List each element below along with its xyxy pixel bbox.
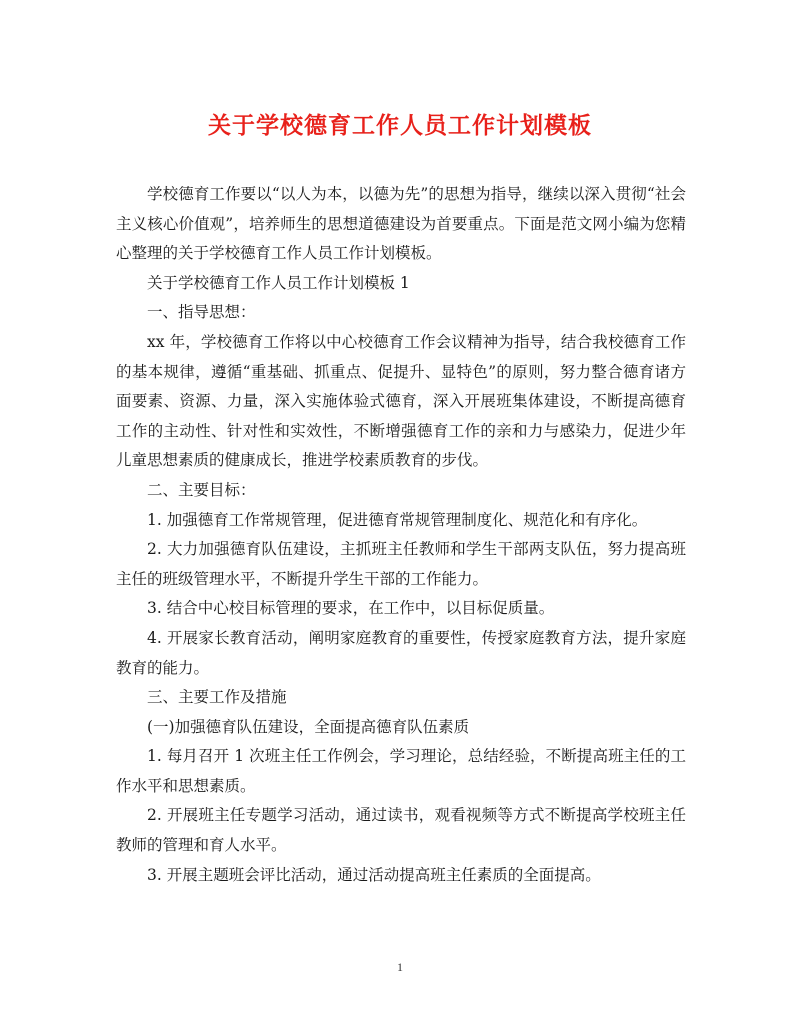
intro-paragraph: 学校德育工作要以“以人为本，以德为先”的思想为指导，继续以深入贯彻“社会主义核心价值观”，培养师生的思想道德建设为首要重点。下面是范文网小编为您精心整理的关于学校德育工作人员工作计划模板。 — [116, 185, 686, 263]
work-item-2: 2. 开展班主任专题学习活动，通过读书，观看视频等方式不断提高学校班主任教师的管理和育人水平。 — [116, 806, 686, 855]
page-number: 1 — [397, 960, 403, 974]
section-heading-main-goals: 二、主要目标： — [147, 480, 256, 499]
document-title: 关于学校德育工作人员工作计划模板 — [208, 112, 592, 139]
goal-item-3: 3. 结合中心校目标管理的要求，在工作中，以目标促质量。 — [147, 599, 555, 618]
subsection-heading-team-building: (一)加强德育队伍建设，全面提高德育队伍素质 — [147, 717, 470, 736]
goal-item-4: 4. 开展家长教育活动，阐明家庭教育的重要性，传授家庭教育方法，提升家庭教育的能力。 — [116, 628, 686, 677]
plan-heading: 关于学校德育工作人员工作计划模板 1 — [147, 273, 410, 292]
document-body — [116, 180, 686, 890]
goal-item-1: 1. 加强德育工作常规管理，促进德育常规管理制度化、规范化和有序化。 — [147, 510, 648, 529]
section-heading-main-work: 三、主要工作及措施 — [147, 688, 287, 707]
work-item-3: 3. 开展主题班会评比活动，通过活动提高班主任素质的全面提高。 — [147, 865, 601, 884]
goal-item-2: 2. 大力加强德育队伍建设，主抓班主任教师和学生干部两支队伍，努力提高班主任的班级管理水平，不断提升学生干部的工作能力。 — [116, 540, 686, 588]
section-heading-guiding-thought: 一、指导思想： — [147, 303, 256, 322]
guiding-thought-paragraph: xx 年，学校德育工作将以中心校德育工作会议精神为指导，结合我校德育工作的基本规律，遵循“重基础、抓重点、促提升、显特色”的原则，努力整合德育诸方面要素、资源、力量，深入实施体验式德育，深入开展班集体建设，不断提高德育工作的主动性、针对性和实效性，不断增强德育工作的亲和力与感染力，促进少年儿童思想素质的健康成长，推进学校素质教育的步伐。 — [116, 332, 686, 470]
work-item-1: 1. 每月召开 1 次班主任工作例会，学习理论，总结经验，不断提高班主任的工作水平和思想素质。 — [116, 747, 686, 795]
